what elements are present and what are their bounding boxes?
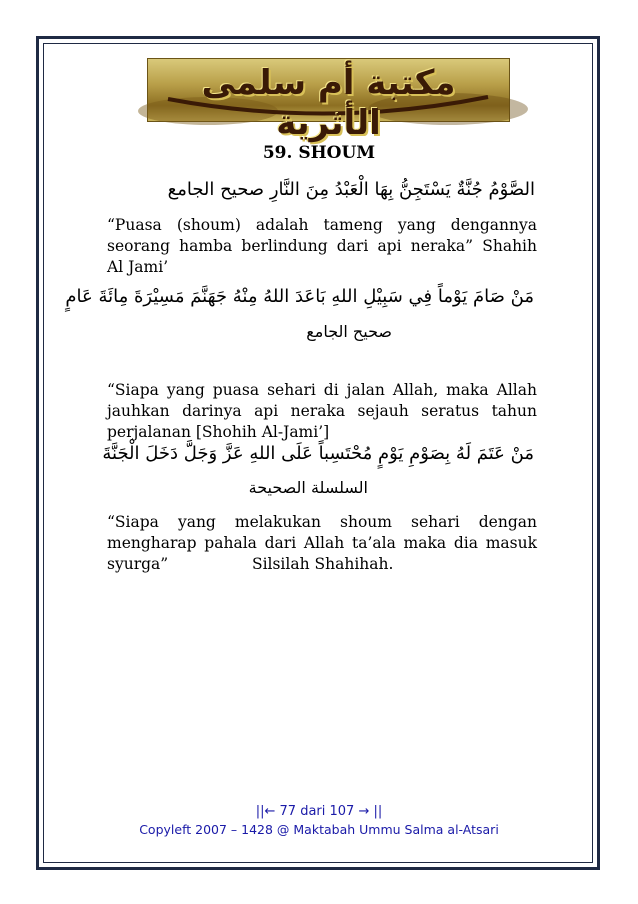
copyright-footer: Copyleft 2007 – 1428 @ Maktabah Ummu Salma al-Atsari [139, 822, 499, 837]
library-logo-banner [147, 58, 510, 143]
text-line: mengharap pahala dari Allah ta’ala maka dia masuk [107, 534, 537, 552]
text-line: “Siapa yang melakukan shoum sehari dengan [107, 513, 537, 531]
text-line: “Puasa (shoum) adalah tameng yang dengannya [107, 216, 537, 234]
logo-text: مكتبة أم سلمى الأثرية [201, 63, 456, 143]
text-line: “Siapa yang puasa sehari di jalan Allah, maka Allah [107, 381, 537, 399]
hadith-2-translation [107, 380, 537, 443]
hadith-1-arabic: الصَّوْمُ جُنَّةٌ يَسْتَجِنُّ بِهَا الْعَبْدُ مِنَ النَّارِ صحيح الجامع [167, 179, 535, 200]
text-line: syurga” Silsilah Shahihah. [107, 555, 394, 573]
text-line: Al Jami’ [107, 258, 169, 276]
hadith-2-source: صحيح الجامع [306, 322, 392, 341]
hadith-3-translation [107, 512, 537, 575]
prev-page-link[interactable]: ||← [255, 804, 280, 819]
text-line: perjalanan [Shohih Al-Jami’] [107, 423, 330, 441]
page-number: 77 dari 107 [279, 804, 355, 819]
hadith-3-arabic: مَنْ عَتَمَ لَهُ بِصَوْمِ يَوْمٍ مُحْتَسِباً عَلَى اللهِ عَزَّ وَجَلَّ دَخَلَ الْجَنَّةَ [102, 443, 534, 464]
chapter-title: 59. SHOUM [262, 143, 376, 163]
hadith-2-arabic: مَنْ صَامَ يَوْماً فِي سَبِيْلِ اللهِ بَاعَدَ اللهُ مِنْهُ جَهَنَّمَ مَسِيْرَةَ مِائَةَ عَامٍ [65, 286, 534, 307]
page-navigation [0, 804, 638, 819]
text-line: seorang hamba berlindung dari api neraka” Shahih [107, 237, 537, 255]
next-page-link[interactable]: → || [354, 804, 383, 819]
hadith-1-translation [107, 215, 537, 278]
text-line: jauhkan darinya api neraka sejauh seratus tahun [107, 402, 537, 420]
hadith-3-source: السلسلة الصحيحة [248, 478, 368, 497]
